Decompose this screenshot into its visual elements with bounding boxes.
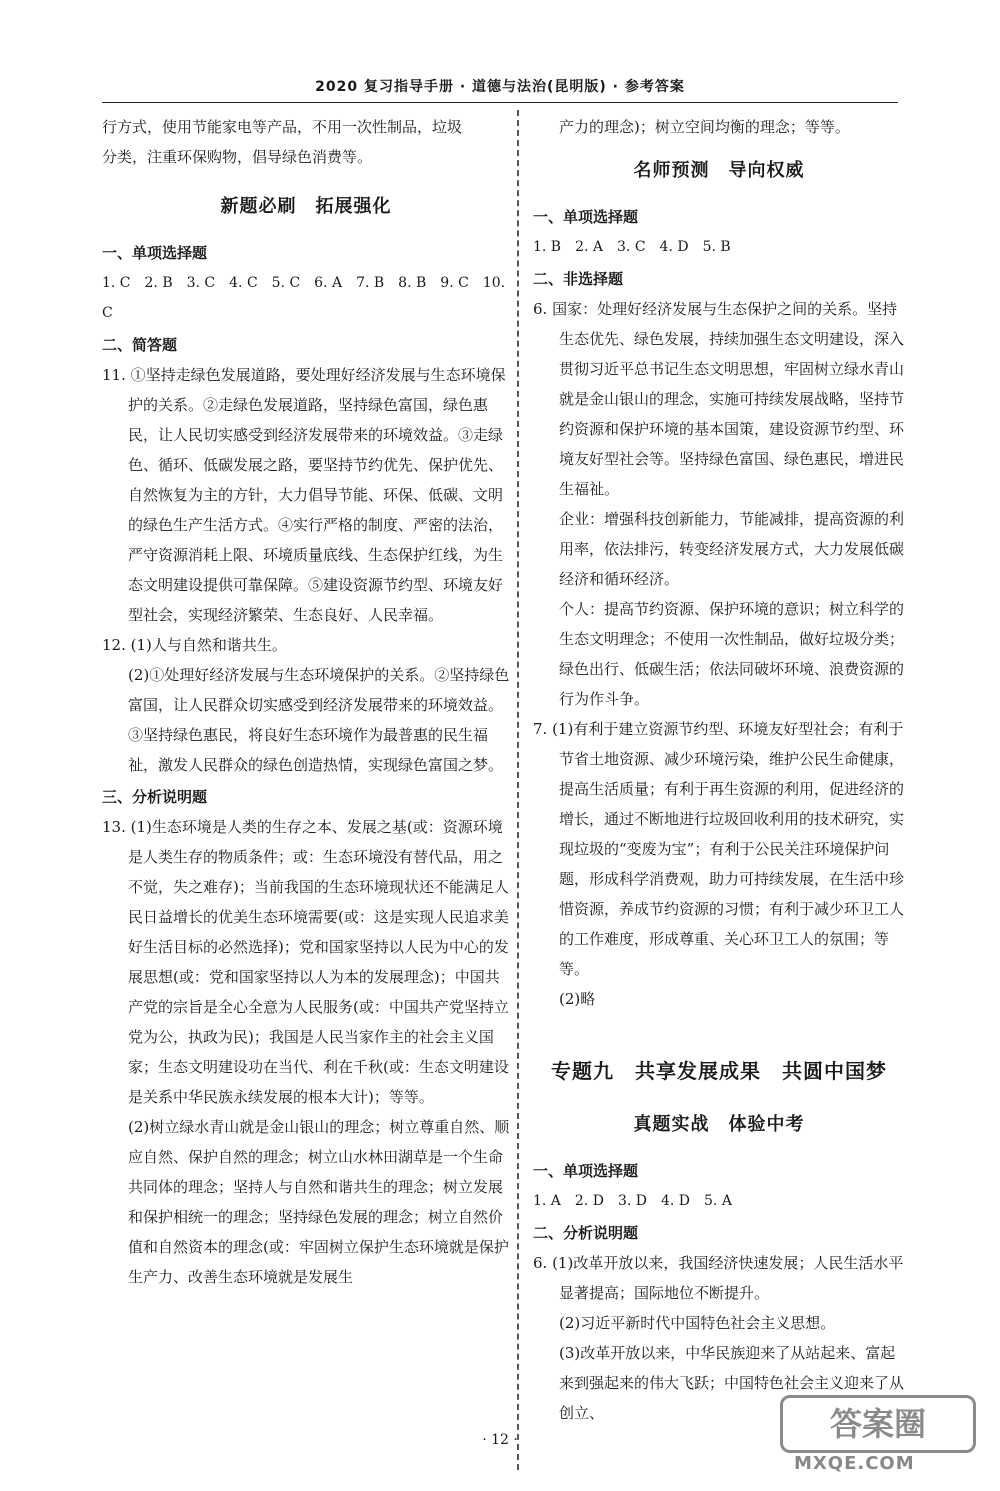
part-label-non-choice: 二、非选择题 [533,270,624,288]
part-label-single-choice-3: 一、单项选择题 [533,1162,639,1180]
part-label-analysis: 三、分析说明题 [102,788,208,806]
answer-q7-1: 7. (1)有利于建立资源节约型、环境友好型社会；有利于节省土地资源、减少环境污染，维护公民生命健康，提高生活质量；有利于再生资源的利用，促进经济的增长，通过不断地进行垃圾回收利用的技术研究，实现垃圾的“变废为宝”；有利于公民关注环境保护问题，形成科学消费观，助力可持续发展，在生活中珍惜资源，养成节约资源的习惯；有利于减少环卫工人的工作难度，形成尊重、关心环卫工人的氛围；等等。 [533,720,905,978]
answer-q6b-1: 6. (1)改革开放以来，我国经济快速发展；人民生活水平显著提高；国际地位不断提升。 [533,1254,904,1302]
left-intro-line-2: 分类，注重环保购物，倡导绿色消费等。 [102,148,373,166]
answer-q6b-3: (3)改革开放以来，中华民族迎来了从站起来、富起来到强起来的伟大飞跃；中国特色社会主义迎来了从创立、 [559,1344,905,1422]
choice-answers-2: 1. B 2. A 3. C 4. D 5. B [533,239,731,255]
answer-q13-1: 13. (1)生态环境是人类的生存之本、发展之基(或：资源环境是人类生存的物质条件；或：生态环境没有替代品，用之不觉，失之难存)；当前我国的生态环境现状还不能满足人民日益增长的优美生态环境需要(或：这是实现人民追求美好生活目标的必然选择)；党和国家坚持以人民为中心的发展思想(或：党和国家坚持以人为本的发展理念)；中国共产党的宗旨是全心全意为人民服务(或：中国共产党坚持立党为公，执政为民)；我国是人民当家作主的社会主义国家；生态文明建设功在当代、利在千秋(或：生态文明建设是关系中华民族永续发展的根本大计)；等等。 [102,818,509,1106]
answer-q6b-2: (2)习近平新时代中国特色社会主义思想。 [559,1314,836,1332]
header-rule [102,102,898,103]
answer-q6-country: 6. 国家：处理好经济发展与生态保护之间的关系。坚持生态优先、绿色发展，持续加强生态文明建设，深入贯彻习近平总书记生态文明思想，牢固树立绿水青山就是金山银山的理念，实施可持续发展战略，坚持节约资源和保护环境的基本国策，建设资源节约型、环境友好型社会等。坚持绿色富国、绿色惠民，增进民生福祉。 [533,300,905,498]
watermark-logo [780,1395,980,1481]
choice-answers: 1. C 2. B 3. C 4. C 5. C 6. A 7. B 8. B 9. C 10. C [102,275,506,321]
part-label-analysis-2: 二、分析说明题 [533,1224,639,1242]
watermark-url: MXQE.COM [794,1453,915,1474]
left-intro-line-1: 行方式，使用节能家电等产品，不用一次性制品，垃圾 [102,118,463,136]
section-title-new-questions: 新题必刷 拓展强化 [220,196,392,217]
right-column [533,112,905,1428]
answer-q13-2: (2)树立绿水青山就是金山银山的理念；树立尊重自然、顺应自然、保护自然的理念；树立山水林田湖草是一个生命共同体的理念；坚持人与自然和谐共生的理念；树立发展和保护相统一的理念；坚持绿色发展的理念；树立自然价值和自然资本的理念(或：牢固树立保护生态环境就是保护生产力、改善生态环境就是发展生 [128,1118,510,1286]
section-title-teacher-predict: 名师预测 导向权威 [633,160,805,181]
page-header: 2020 复习指导手册 · 道德与法治(昆明版) · 参考答案 [315,79,685,95]
column-divider [517,110,519,1470]
answer-q12-2: (2)①处理好经济发展与生态环境保护的关系。②坚持绿色富国，让人民群众切实感受到经济发展带来的环境效益。③坚持绿色惠民，将良好生态环境作为最普惠的民生福祉，激发人民群众的绿色创造热情，实现绿色富国之梦。 [128,666,510,774]
section-title-real-exam: 真题实战 体验中考 [633,1114,805,1135]
part-label-single-choice: 一、单项选择题 [102,244,208,262]
part-label-single-choice-2: 一、单项选择题 [533,208,639,226]
left-column [102,112,510,1292]
right-intro: 产力的理念)；树立空间均衡的理念；等等。 [559,118,850,136]
answer-q11: 11. ①坚持走绿色发展道路，要处理好经济发展与生态环境保护的关系。②走绿色发展道路，坚持绿色富国，绿色惠民，让人民切实感受到经济发展带来的环境效益。③走绿色、循环、低碳发展之路，要坚持节约优先、保护优先、自然恢复为主的方针，大力倡导节能、环保、低碳、文明的绿色生产生活方式。④实行严格的制度、严密的法治，严守资源消耗上限、环境质量底线、生态保护红线，为生态文明建设提供可靠保障。⑤建设资源节约型、环境友好型社会，实现经济繁荣、生态良好、人民幸福。 [102,366,506,624]
part-label-short-answer: 二、简答题 [102,336,178,354]
page-number: · 12 · [482,1432,518,1448]
choice-answers-3: 1. A 2. D 3. D 4. D 5. A [533,1193,732,1209]
answer-q6-individual: 个人：提高节约资源、保护环境的意识；树立科学的生态文明理念；不使用一次性制品，做好垃圾分类；绿色出行、低碳生活；依法同破坏环境、浪费资源的行为作斗争。 [559,600,905,708]
answer-q6-enterprise: 企业：增强科技创新能力，节能减排，提高资源的利用率，依法排污，转变经济发展方式，大力发展低碳经济和循环经济。 [559,510,905,588]
answer-q12-1: 12. (1)人与自然和谐共生。 [102,636,287,654]
watermark-logo-text: 答案圈 [780,1395,976,1453]
answer-q7-2: (2)略 [559,990,596,1008]
topic-title-nine: 专题九 共享发展成果 共圆中国梦 [551,1059,887,1083]
